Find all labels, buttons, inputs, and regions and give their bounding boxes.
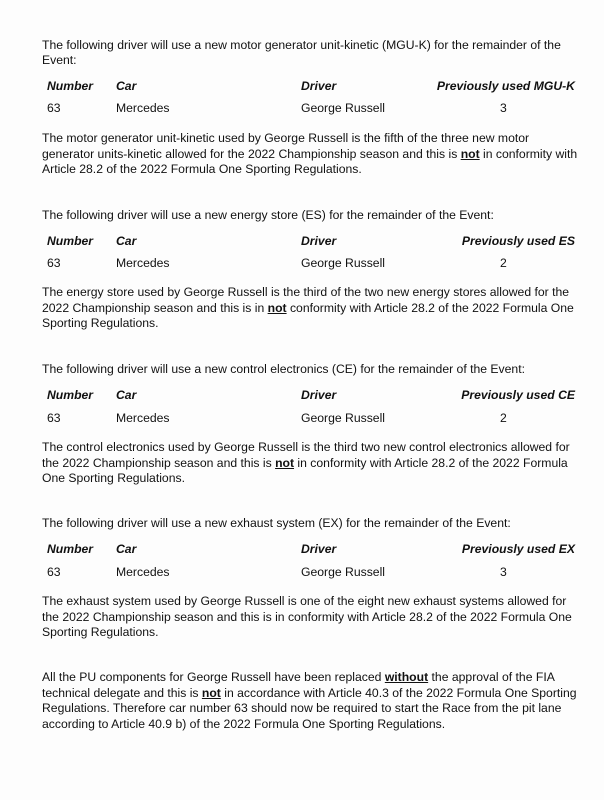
para-emphasis: not: [275, 455, 295, 470]
header-previously-used: Previously used ES: [461, 234, 575, 248]
header-car: Car: [116, 542, 137, 556]
cell-driver: George Russell: [301, 411, 385, 425]
para-emphasis: not: [267, 300, 287, 315]
ce-intro: The following driver will use a new control electronics (CE) for the remainder of the Event:: [42, 362, 525, 376]
header-car: Car: [116, 388, 137, 402]
ce-paragraph: [42, 440, 578, 487]
header-previously-used: Previously used MGU-K: [436, 79, 575, 93]
es-table-row: [0, 256, 604, 272]
ex-intro: The following driver will use a new exhaust system (EX) for the remainder of the Event:: [42, 516, 511, 530]
ex-paragraph: [42, 594, 578, 641]
mguk-table-row: [0, 101, 604, 117]
header-number: Number: [47, 79, 94, 93]
para-text: in conformity with Article 28.2 of the 2022 Formula One Sporting Regulations.: [42, 455, 568, 485]
cell-car: Mercedes: [116, 565, 170, 579]
cell-number: 63: [47, 256, 61, 270]
ex-table-header: [0, 542, 604, 558]
header-driver: Driver: [301, 79, 337, 93]
mguk-table-header: [0, 79, 604, 95]
cell-number: 63: [47, 411, 61, 425]
para-text: The energy store used by George Russell is the third of the two new energy stores allowed for the 2022 Championship season and this is in: [42, 285, 570, 315]
mguk-paragraph: [42, 131, 578, 178]
header-driver: Driver: [301, 388, 337, 402]
es-intro: The following driver will use a new energy store (ES) for the remainder of the Event:: [42, 208, 494, 222]
ex-table-row: [0, 565, 604, 581]
cell-driver: George Russell: [301, 565, 385, 579]
es-table-header: [0, 234, 604, 250]
cell-driver: George Russell: [301, 101, 385, 115]
header-previously-used: Previously used CE: [461, 388, 575, 402]
es-paragraph: [42, 285, 578, 332]
cell-previously-used: 3: [500, 101, 507, 115]
final-text: the approval of the FIA technical delegate and this is: [42, 670, 555, 700]
mguk-intro: The following driver will use a new motor generator unit-kinetic (MGU-K) for the remainder of the Event:: [42, 38, 561, 67]
header-number: Number: [47, 388, 94, 402]
ce-table-header: [0, 388, 604, 404]
conclusion-paragraph: [42, 670, 578, 732]
header-number: Number: [47, 234, 94, 248]
para-text: conformity with Article 28.2 of the 2022 Formula One Sporting Regulations.: [42, 300, 574, 330]
final-text: All the PU components for George Russell have been replaced: [42, 670, 385, 684]
para-text: The motor generator unit-kinetic used by George Russell is the fifth of the three new motor generator units-kinetic allowed for the 2022 Championship season and this is: [42, 131, 530, 161]
cell-number: 63: [47, 101, 61, 115]
final-emphasis: not: [201, 685, 221, 700]
para-emphasis: not: [460, 146, 480, 161]
para-text: The exhaust system used by George Russell is one of the eight new exhaust systems allowed for the 2022 Championship season and this is in conformity with Article 28.2 of the 2022 Formula One Sporting Regulations.: [42, 594, 572, 639]
header-driver: Driver: [301, 234, 337, 248]
cell-car: Mercedes: [116, 256, 170, 270]
cell-car: Mercedes: [116, 101, 170, 115]
final-text: in accordance with Article 40.3 of the 2022 Formula One Sporting Regulations. Therefore car number 63 should now be required to start the Race from the pit lane according to Article 40.9 b) of the 2022 Formula One Sporting Regulations.: [42, 685, 577, 731]
cell-previously-used: 3: [500, 565, 507, 579]
header-car: Car: [116, 79, 137, 93]
header-previously-used: Previously used EX: [461, 542, 575, 556]
header-number: Number: [47, 542, 94, 556]
cell-previously-used: 2: [500, 411, 507, 425]
header-driver: Driver: [301, 542, 337, 556]
header-car: Car: [116, 234, 137, 248]
cell-car: Mercedes: [116, 411, 170, 425]
cell-driver: George Russell: [301, 256, 385, 270]
para-text: in conformity with Article 28.2 of the 2022 Formula One Sporting Regulations.: [42, 146, 578, 176]
final-emphasis: without: [384, 670, 429, 684]
para-text: The control electronics used by George Russell is the third two new control electronics allowed for the 2022 Championship season and this is: [42, 440, 570, 470]
ce-table-row: [0, 411, 604, 427]
cell-number: 63: [47, 565, 61, 579]
cell-previously-used: 2: [500, 256, 507, 270]
